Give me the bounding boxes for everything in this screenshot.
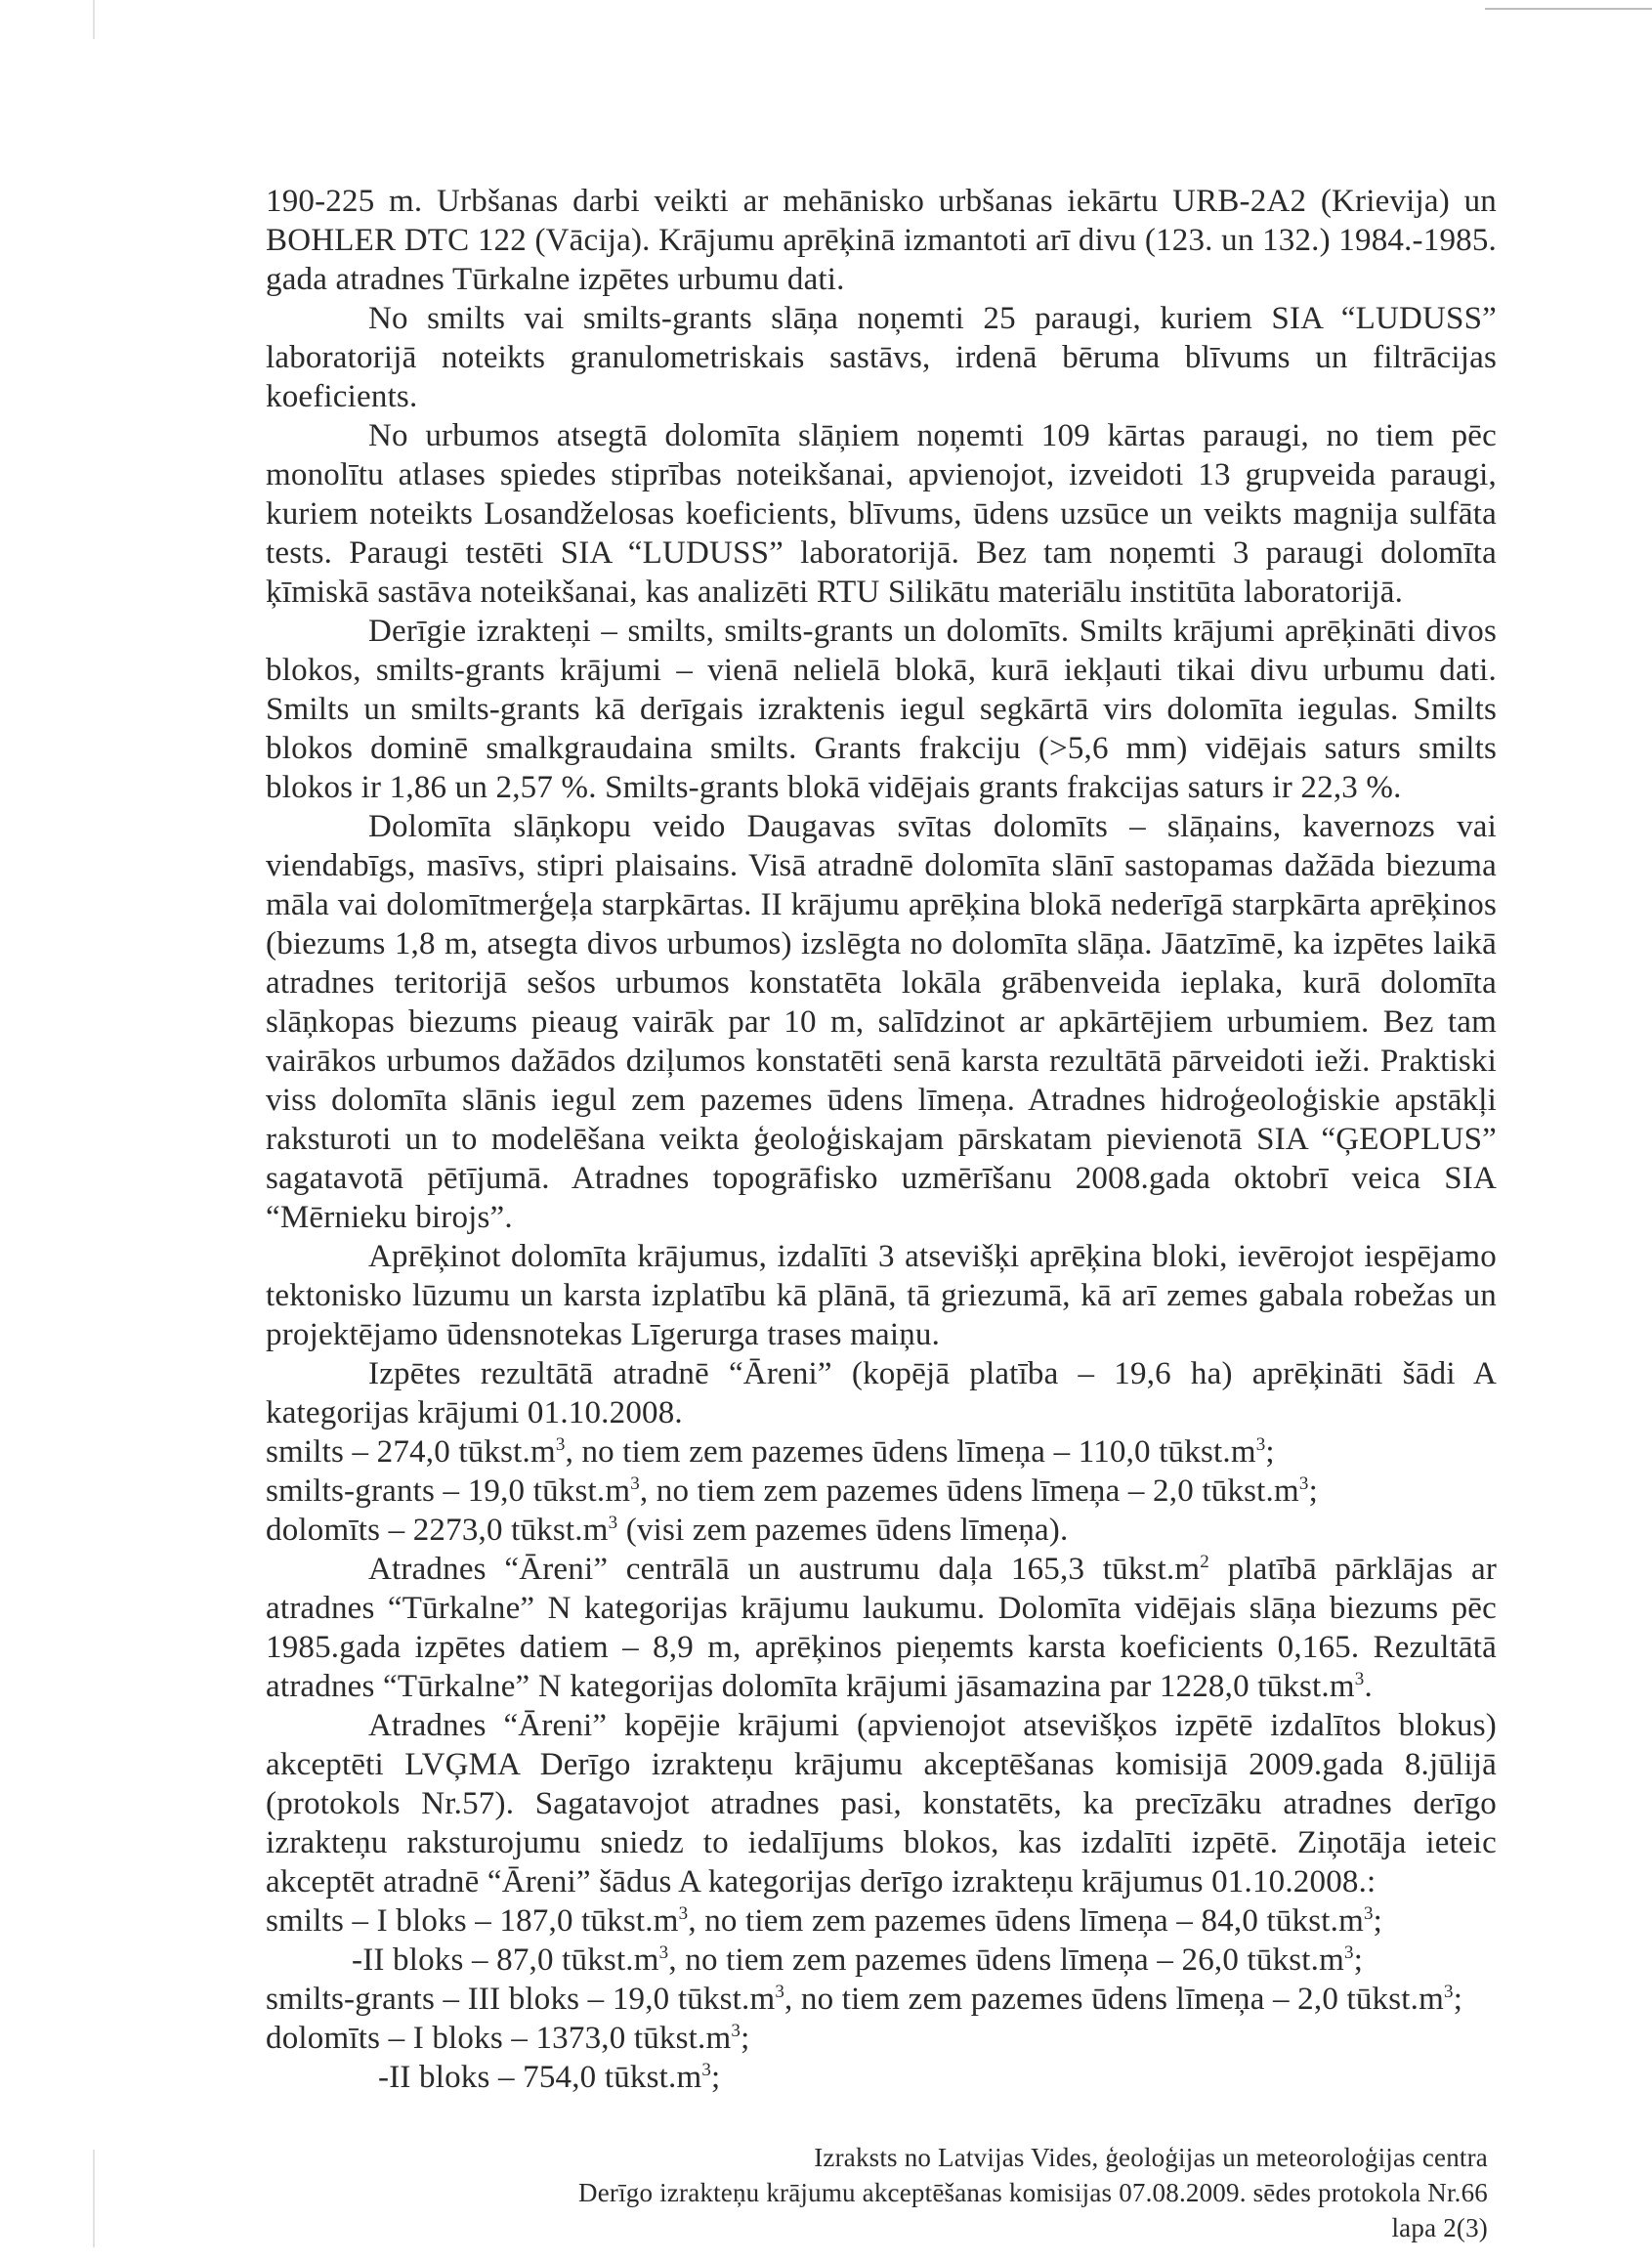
reserve-line: smilts-grants – 19,0 $tūkst.m^3$, no tiem zem pazemes ūdens līmeņa – 2,0 $tūkst.m^3$; (266, 1473, 1318, 1509)
page-number: lapa 2(3) (1391, 2213, 1488, 2242)
reserve-line: smilts – 274,0 $tūkst.m^3$, no tiem zem pazemes ūdens līmeņa – 110,0 $tūkst.m^3$; (266, 1434, 1275, 1470)
paragraph: Atradnes “Āreni” kopējie krājumi (apvienojot atsevišķos izpētē izdalītos blokus) akceptēti LVĢMA Derīgo izrakteņu krājumu akceptēšanas komisijā 2009.gada 8.jūlijā (protokols Nr.57). Sagatavojot atradnes pasi, konstatēts, ka precīzāku atradnes derīgo izrakteņu raksturojumu sniedz to iedalījums blokos, kas izdalīti izpētē. Ziņotāja ieteic akceptēt atradnē “Āreni” šādus A kategorijas derīgo izrakteņu krājumus 01.10.2008.: (266, 1708, 1497, 1899)
reserve-line: -II bloks – 87,0 $tūkst.m^3$, no tiem zem pazemes ūdens līmeņa – 26,0 $tūkst.m^3$; (352, 1942, 1364, 1978)
scan-edge-mark (93, 0, 95, 39)
scan-edge-line (1485, 8, 1652, 10)
reserve-line: -II bloks – 754,0 $tūkst.m^3$; (378, 2060, 721, 2095)
paragraph: Derīgie izrakteņi – smilts, smilts-grants un dolomīts. Smilts krājumi aprēķināti divos blokos, smilts-grants krājumi – vienā nelielā blokā, kurā iekļauti tikai divu urbumu dati. Smilts un smilts-grants kā derīgais izraktenis iegul segkārtā virs dolomīta iegulas. Smilts blokos dominē smalkgraudaina smilts. Grants frakciju (>5,6 mm) vidējais saturs smilts blokos ir 1,86 un 2,57 %. Smilts-grants blokā vidējais grants frakcijas saturs ir 22,3 %. (266, 614, 1497, 805)
paragraph: Dolomīta slāņkopu veido Daugavas svītas dolomīts – slāņains, kavernozs vai viendabīgs, masīvs, stipri plaisains. Visā atradnē dolomīta slānī sastopamas dažāda biezuma māla vai dolomītmerģeļa starpkārtas. II krājumu aprēķina blokā nederīgā starpkārta aprēķinos (biezums 1,8 m, atsegta divos urbumos) izslēgta no dolomīta slāņa. Jāatzīmē, ka izpētes laikā atradnes teritorijā sešos urbumos konstatēta lokāla grābenveida ieplaka, kurā dolomīta slāņkopas biezums pieaug vairāk par 10 m, salīdzinot ar apkārtējiem urbumiem. Bez tam vairākos urbumos dažādos dziļumos konstatēti senā karsta rezultātā pārveidoti ieži. Praktiski viss dolomīta slānis iegul zem pazemes ūdens līmeņa. Atradnes hidroģeoloģiskie apstākļi raksturoti un to modelēšana veikta ģeoloģiskajam pārskatam pievienotā SIA “ĢEOPLUS” sagatavotā pētījumā. Atradnes topogrāfisko uzmērīšanu 2008.gada oktobrī veica SIA “Mērnieku birojs”. (266, 809, 1497, 1235)
reserve-line: smilts – I bloks – 187,0 $tūkst.m^3$, no tiem zem pazemes ūdens līmeņa – 84,0 $tūkst.m^3$; (266, 1903, 1383, 1939)
paragraph: No smilts vai smilts-grants slāņa noņemti 25 paraugi, kuriem SIA “LUDUSS” laboratorijā noteikts granulometriskais sastāvs, irdenā bēruma blīvums un filtrācijas koeficients. (266, 301, 1497, 414)
page-footer (578, 2140, 1488, 2245)
footer-source-line: Izraksts no Latvijas Vides, ģeoloģijas un meteoroloģijas centra (814, 2143, 1488, 2172)
paragraph: Atradnes “Āreni” centrālā un austrumu daļa 165,3 $tūkst.m^2$ platībā pārklājas ar atradnes “Tūrkalne” N kategorijas krājumu laukumu. Dolomīta vidējais slāņa biezums pēc 1985.gada izpētes datiem – 8,9 m, aprēķinos pieņemts karsta koeficients 0,165. Rezultātā atradnes “Tūrkalne” N kategorijas dolomīta krājumi jāsamazina par 1228,0 $tūkst.m^3$. (266, 1552, 1498, 1704)
reserve-line: dolomīts – I bloks – 1373,0 $tūkst.m^3$; (266, 2021, 750, 2056)
reserve-line: dolomīts – 2273,0 $tūkst.m^3$ (visi zem pazemes ūdens līmeņa). (266, 1513, 1069, 1548)
reserve-line: smilts-grants – III bloks – 19,0 $tūkst.m^3$, no tiem zem pazemes ūdens līmeņa – 2,0 $tūkst.m^3$; (266, 1982, 1463, 2017)
footer-protocol-line: Derīgo izrakteņu krājumu akceptēšanas komisijas 07.08.2009. sēdes protokola Nr.66 (578, 2178, 1488, 2207)
paragraph: Izpētes rezultātā atradnē “Āreni” (kopējā platība – 19,6 ha) aprēķināti šādi A kategorijas krājumi 01.10.2008. (266, 1356, 1497, 1430)
paragraph: No urbumos atsegtā dolomīta slāņiem noņemti 109 kārtas paraugi, no tiem pēc monolītu atlases spiedes stiprības noteikšanai, apvienojot, izveidoti 13 grupveida paraugi, kuriem noteikts Losandželosas koeficients, blīvums, ūdens uzsūce un veikts magnija sulfāta tests. Paraugi testēti SIA “LUDUSS” laboratorijā. Bez tam noņemti 3 paraugi dolomīta ķīmiskā sastāva noteikšanai, kas analizēti RTU Silikātu materiālu institūta laboratorijā. (266, 418, 1497, 610)
scan-edge-mark (93, 2150, 95, 2247)
paragraph: Aprēķinot dolomīta krājumus, izdalīti 3 atsevišķi aprēķina bloki, ievērojot iespējamo tektonisko lūzumu un karsta izplatību kā plānā, tā griezumā, kā arī zemes gabala robežas un projektējamo ūdensnotekas Līgerurga trases maiņu. (266, 1239, 1497, 1352)
document-body (266, 182, 1497, 2097)
paragraph: 190-225 m. Urbšanas darbi veikti ar mehānisko urbšanas iekārtu URB-2A2 (Krievija) un BOHLER DTC 122 (Vācija). Krājumu aprēķinā izmantoti arī divu (123. un 132.) 1984.-1985. gada atradnes Tūrkalne izpētes urbumu dati. (266, 184, 1497, 297)
